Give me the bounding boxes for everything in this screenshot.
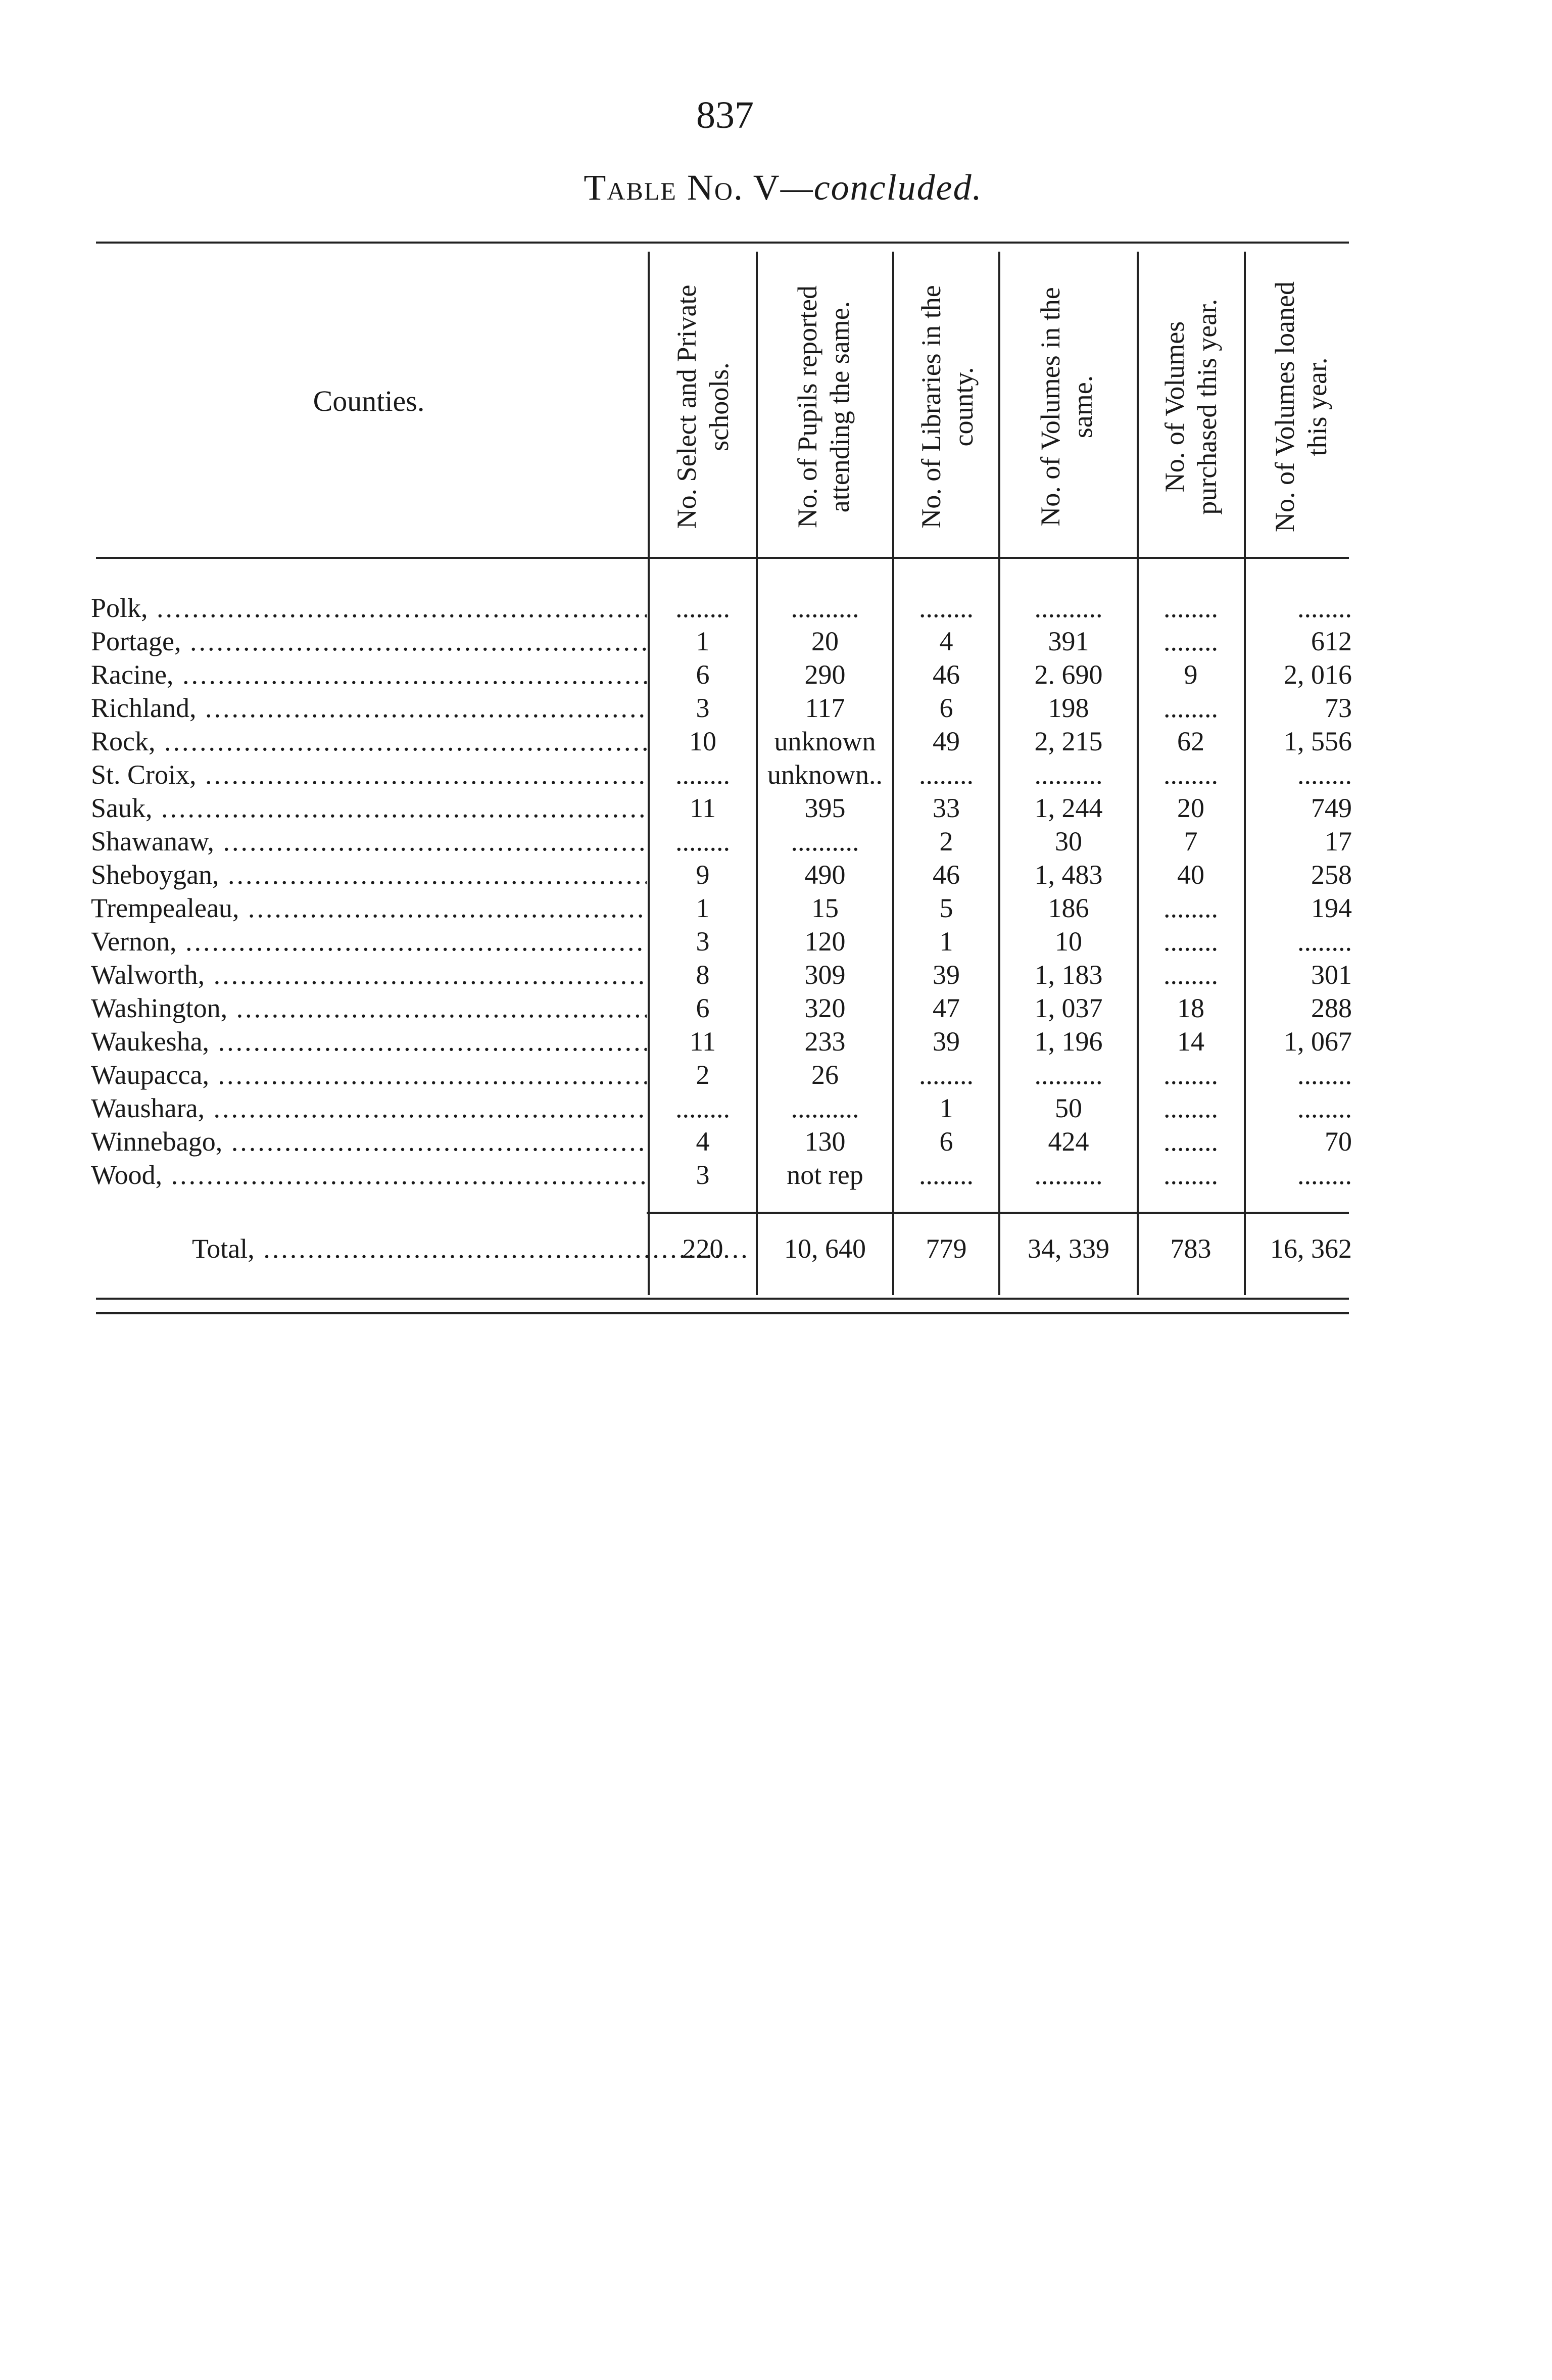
cell-schools: 6 bbox=[696, 993, 710, 1023]
cell-pupils: .......... bbox=[791, 826, 859, 856]
cell-schools: 2 bbox=[696, 1060, 710, 1090]
cell-loaned: 749 bbox=[1311, 793, 1352, 823]
cell-purchased: ........ bbox=[1163, 960, 1218, 990]
county-name: Sheboygan, ..... bbox=[91, 858, 647, 891]
total-cell-loaned: 16, 362 bbox=[1270, 1233, 1352, 1264]
cell-volumes: .......... bbox=[1034, 1160, 1103, 1190]
cell-pupils: 309 bbox=[804, 960, 846, 990]
table-row bbox=[91, 991, 1354, 1025]
cell-volumes: 1, 196 bbox=[1034, 1026, 1103, 1057]
cell-pupils: 395 bbox=[804, 793, 846, 823]
county-name: Wood, ..... bbox=[91, 1158, 647, 1192]
cell-libraries: 39 bbox=[933, 1026, 960, 1057]
cell-libraries: 47 bbox=[933, 993, 960, 1023]
cell-volumes: 424 bbox=[1048, 1126, 1089, 1157]
cell-loaned: 258 bbox=[1311, 860, 1352, 890]
table-row bbox=[91, 725, 1354, 758]
cell-libraries: 49 bbox=[933, 726, 960, 756]
cell-libraries: 46 bbox=[933, 860, 960, 890]
county-name: Rock, ..... bbox=[91, 725, 647, 758]
cell-loaned: ........ bbox=[1297, 593, 1352, 623]
cell-loaned: 288 bbox=[1311, 993, 1352, 1023]
cell-schools: 6 bbox=[696, 659, 710, 690]
cell-pupils: 120 bbox=[804, 926, 846, 957]
cell-schools: 11 bbox=[690, 793, 716, 823]
cell-purchased: 40 bbox=[1177, 860, 1204, 890]
cell-loaned: 612 bbox=[1311, 626, 1352, 656]
header-volumes-purchased: No. of Volumes purchased this year. bbox=[1159, 299, 1222, 515]
cell-schools: 1 bbox=[696, 626, 710, 656]
cell-purchased: ........ bbox=[1163, 693, 1218, 723]
cell-libraries: 4 bbox=[939, 626, 953, 656]
table-row bbox=[91, 758, 1354, 791]
cell-volumes: .......... bbox=[1034, 1060, 1103, 1090]
cell-schools: ........ bbox=[675, 759, 730, 790]
cell-loaned: 70 bbox=[1325, 1126, 1352, 1157]
cell-schools: ........ bbox=[675, 826, 730, 856]
cell-purchased: ........ bbox=[1163, 893, 1218, 923]
total-cell-pupils: 10, 640 bbox=[784, 1233, 866, 1264]
cell-libraries: ........ bbox=[919, 593, 974, 623]
bottom-rule-2 bbox=[96, 1312, 1349, 1314]
cell-loaned: 73 bbox=[1325, 693, 1352, 723]
bottom-rule-1 bbox=[96, 1298, 1349, 1300]
table-row bbox=[91, 691, 1354, 725]
cell-schools: 3 bbox=[696, 1160, 710, 1190]
table-row bbox=[91, 858, 1354, 891]
cell-loaned: 1, 067 bbox=[1284, 1026, 1352, 1057]
cell-loaned: ........ bbox=[1297, 926, 1352, 957]
table-row bbox=[91, 1058, 1354, 1091]
cell-pupils: 130 bbox=[804, 1126, 846, 1157]
cell-purchased: ........ bbox=[1163, 926, 1218, 957]
cell-loaned: 194 bbox=[1311, 893, 1352, 923]
cell-libraries: ........ bbox=[919, 1060, 974, 1090]
county-name: Sauk, ..... bbox=[91, 791, 647, 825]
cell-loaned: ........ bbox=[1297, 1060, 1352, 1090]
cell-pupils: 320 bbox=[804, 993, 846, 1023]
cell-volumes: 10 bbox=[1055, 926, 1082, 957]
cell-schools: 3 bbox=[696, 926, 710, 957]
county-name: Richland, ..... bbox=[91, 691, 647, 725]
cell-volumes: 50 bbox=[1055, 1093, 1082, 1123]
cell-schools: ........ bbox=[675, 1093, 730, 1123]
table-row bbox=[91, 625, 1354, 658]
cell-libraries: 2 bbox=[939, 826, 953, 856]
top-rule bbox=[96, 242, 1349, 244]
cell-purchased: 18 bbox=[1177, 993, 1204, 1023]
total-cell-schools: 220 bbox=[682, 1233, 723, 1264]
cell-libraries: ........ bbox=[919, 1160, 974, 1190]
county-name: Washington, ..... bbox=[91, 991, 647, 1025]
table-row bbox=[91, 658, 1354, 691]
total-cell-volumes: 34, 339 bbox=[1028, 1233, 1109, 1264]
cell-schools: 4 bbox=[696, 1126, 710, 1157]
cell-purchased: 62 bbox=[1177, 726, 1204, 756]
header-rule bbox=[96, 557, 1349, 559]
cell-volumes: 186 bbox=[1048, 893, 1089, 923]
cell-schools: 11 bbox=[690, 1026, 716, 1057]
header-pupils: No. of Pupils reported attending the same. bbox=[792, 285, 855, 528]
cell-schools: ........ bbox=[675, 593, 730, 623]
cell-purchased: ........ bbox=[1163, 1160, 1218, 1190]
county-name: Shawanaw, ..... bbox=[91, 825, 647, 858]
table-title bbox=[455, 169, 1111, 206]
cell-volumes: 2. 690 bbox=[1034, 659, 1103, 690]
cell-libraries: 6 bbox=[939, 1126, 953, 1157]
cell-schools: 8 bbox=[696, 960, 710, 990]
cell-loaned: ........ bbox=[1297, 759, 1352, 790]
cell-pupils: 290 bbox=[804, 659, 846, 690]
cell-libraries: 39 bbox=[933, 960, 960, 990]
cell-loaned: ........ bbox=[1297, 1093, 1352, 1123]
total-cell-purchased: 783 bbox=[1170, 1233, 1211, 1264]
cell-loaned: 1, 556 bbox=[1284, 726, 1352, 756]
cell-volumes: 1, 183 bbox=[1034, 960, 1103, 990]
county-name: Vernon, ..... bbox=[91, 925, 647, 958]
cell-purchased: ........ bbox=[1163, 593, 1218, 623]
cell-loaned: ........ bbox=[1297, 1160, 1352, 1190]
county-name: Racine, ..... bbox=[91, 658, 647, 691]
cell-volumes: 391 bbox=[1048, 626, 1089, 656]
cell-purchased: 9 bbox=[1184, 659, 1198, 690]
cell-volumes: 2, 215 bbox=[1034, 726, 1103, 756]
total-cell-libraries: 779 bbox=[926, 1233, 967, 1264]
county-name: Trempealeau, ..... bbox=[91, 891, 647, 925]
cell-volumes: 30 bbox=[1055, 826, 1082, 856]
table-row bbox=[91, 791, 1354, 825]
cell-purchased: 14 bbox=[1177, 1026, 1204, 1057]
county-name: Walworth, ..... bbox=[91, 958, 647, 991]
cell-volumes: 1, 483 bbox=[1034, 860, 1103, 890]
table-row bbox=[91, 1025, 1354, 1058]
table-row bbox=[91, 1158, 1354, 1192]
table-row bbox=[91, 1125, 1354, 1158]
cell-schools: 9 bbox=[696, 860, 710, 890]
table-row bbox=[91, 591, 1354, 625]
cell-loaned: 2, 016 bbox=[1284, 659, 1352, 690]
table-row bbox=[91, 958, 1354, 991]
cell-loaned: 301 bbox=[1311, 960, 1352, 990]
cell-volumes: 1, 037 bbox=[1034, 993, 1103, 1023]
cell-pupils: .......... bbox=[791, 593, 859, 623]
cell-libraries: 6 bbox=[939, 693, 953, 723]
county-name: Waukesha, ..... bbox=[91, 1025, 647, 1058]
cell-loaned: 17 bbox=[1325, 826, 1352, 856]
total-row bbox=[91, 1232, 1354, 1265]
cell-schools: 1 bbox=[696, 893, 710, 923]
cell-schools: 3 bbox=[696, 693, 710, 723]
cell-volumes: 1, 244 bbox=[1034, 793, 1103, 823]
cell-purchased: ........ bbox=[1163, 1093, 1218, 1123]
cell-pupils: 20 bbox=[811, 626, 839, 656]
table-row bbox=[91, 1091, 1354, 1125]
header-volumes: No. of Volumes in the same. bbox=[1035, 287, 1098, 527]
cell-pupils: not rep bbox=[787, 1160, 863, 1190]
header-libraries: No. of Libraries in the county. bbox=[916, 285, 979, 529]
cell-volumes: .......... bbox=[1034, 593, 1103, 623]
cell-libraries: 33 bbox=[933, 793, 960, 823]
cell-volumes: .......... bbox=[1034, 759, 1103, 790]
table-row bbox=[91, 925, 1354, 958]
cell-purchased: 7 bbox=[1184, 826, 1198, 856]
table-title-suffix: —concluded. bbox=[780, 167, 983, 208]
table-row bbox=[91, 891, 1354, 925]
county-name: Polk, ..... bbox=[91, 591, 647, 625]
cell-pupils: unknown bbox=[774, 726, 876, 756]
cell-pupils: 26 bbox=[811, 1060, 839, 1090]
county-name: St. Croix, ..... bbox=[91, 758, 647, 791]
cell-libraries: 5 bbox=[939, 893, 953, 923]
county-name: Portage, ..... bbox=[91, 625, 647, 658]
cell-purchased: ........ bbox=[1163, 1060, 1218, 1090]
header-select-schools: No. Select and Private schools. bbox=[671, 284, 734, 529]
header-counties: Counties. bbox=[313, 385, 425, 417]
cell-pupils: 490 bbox=[804, 860, 846, 890]
cell-pupils: 15 bbox=[811, 893, 839, 923]
page-number: 837 bbox=[696, 94, 754, 136]
cell-purchased: ........ bbox=[1163, 1126, 1218, 1157]
county-name: Waupacca, ..... bbox=[91, 1058, 647, 1091]
county-name: Waushara, ..... bbox=[91, 1091, 647, 1125]
cell-pupils: .......... bbox=[791, 1093, 859, 1123]
cell-purchased: 20 bbox=[1177, 793, 1204, 823]
cell-purchased: ........ bbox=[1163, 759, 1218, 790]
cell-libraries: 1 bbox=[939, 926, 953, 957]
county-name: Winnebago, ..... bbox=[91, 1125, 647, 1158]
total-label: Total, ..... bbox=[192, 1232, 748, 1265]
cell-volumes: 198 bbox=[1048, 693, 1089, 723]
table-title-prefix: Table No. V bbox=[584, 167, 781, 208]
cell-libraries: ........ bbox=[919, 759, 974, 790]
cell-schools: 10 bbox=[689, 726, 716, 756]
cell-pupils: unknown.. bbox=[767, 759, 883, 790]
cell-pupils: 117 bbox=[805, 693, 845, 723]
cell-libraries: 46 bbox=[933, 659, 960, 690]
cell-pupils: 233 bbox=[804, 1026, 846, 1057]
cell-purchased: ........ bbox=[1163, 626, 1218, 656]
table-row bbox=[91, 825, 1354, 858]
header-volumes-loaned: No. of Volumes loaned this year. bbox=[1270, 281, 1332, 532]
cell-libraries: 1 bbox=[939, 1093, 953, 1123]
